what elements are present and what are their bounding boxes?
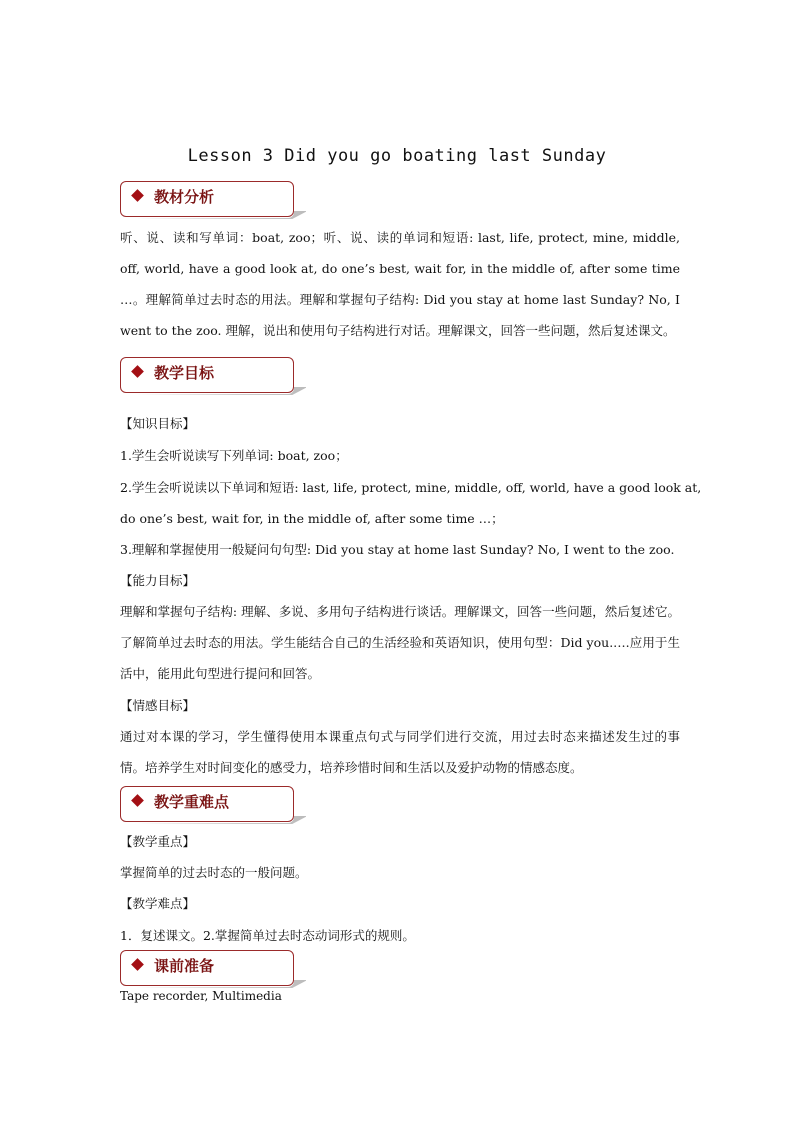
- knowledge-label: 【知识目标】: [120, 416, 196, 431]
- knowledge-item: 2.学生会听说读以下单词和短语: last, life, protect, mine, middle, off, world, have a good look at,: [120, 480, 702, 495]
- analysis-paragraph: 听、说、读和写单词：boat, zoo；听、说、读的单词和短语: last, life, protect, mine, middle, off, world, have a good look at, do one’s best, wait for, in the middle of, after some time …。理解简单过去时态的用法。理解和掌握句子结构: Did you stay at home last Sunday? No, I went to the zoo. 理解，说出和使用句子结构进行对话。理解课文，回答一些问题，然后复述课文。: [120, 230, 680, 338]
- focus-text: 掌握简单的过去时态的一般问题。: [120, 865, 308, 880]
- difficulty-label: 【教学难点】: [120, 896, 196, 911]
- knowledge-item: do one’s best, wait for, in the middle of, after some time …；: [120, 511, 504, 526]
- section-header-label: 教学重难点: [154, 793, 230, 811]
- section-header-label: 课前准备: [154, 957, 215, 975]
- emotion-paragraph: 通过对本课的学习，学生懂得使用本课重点句式与同学们进行交流，用过去时态来描述发生过的事情。培养学生对时间变化的感受力，培养珍惜时间和生活以及爱护动物的情感态度。: [120, 729, 680, 775]
- section-header-label: 教学目标: [154, 364, 215, 382]
- section-header-preparation: [120, 950, 316, 990]
- section-header-key-points: [120, 786, 316, 826]
- section-header-label: 教材分析: [154, 188, 215, 206]
- knowledge-item: 3.理解和掌握使用一般疑问句句型: Did you stay at home last Sunday? No, I went to the zoo.: [120, 542, 675, 557]
- difficulty-text: 1．复述课文。2.掌握简单过去时态动词形式的规则。: [120, 928, 415, 943]
- page-title: Lesson 3 Did you go boating last Sunday: [187, 146, 607, 166]
- knowledge-item: 1.学生会听说读写下列单词: boat, zoo；: [120, 448, 348, 463]
- preparation-text: Tape recorder, Multimedia: [120, 989, 282, 1003]
- focus-label: 【教学重点】: [120, 834, 196, 849]
- emotion-label: 【情感目标】: [120, 698, 196, 713]
- section-header-analysis: [120, 181, 316, 221]
- section-header-goals: [120, 357, 316, 397]
- ability-paragraph: 理解和掌握句子结构: 理解、多说、多用句子结构进行谈话。理解课文，回答一些问题，然后复述它。了解简单过去时态的用法。学生能结合自己的生活经验和英语知识，使用句型：Did you.….应用于生活中，能用此句型进行提问和回答。: [120, 604, 680, 681]
- ability-label: 【能力目标】: [120, 573, 196, 588]
